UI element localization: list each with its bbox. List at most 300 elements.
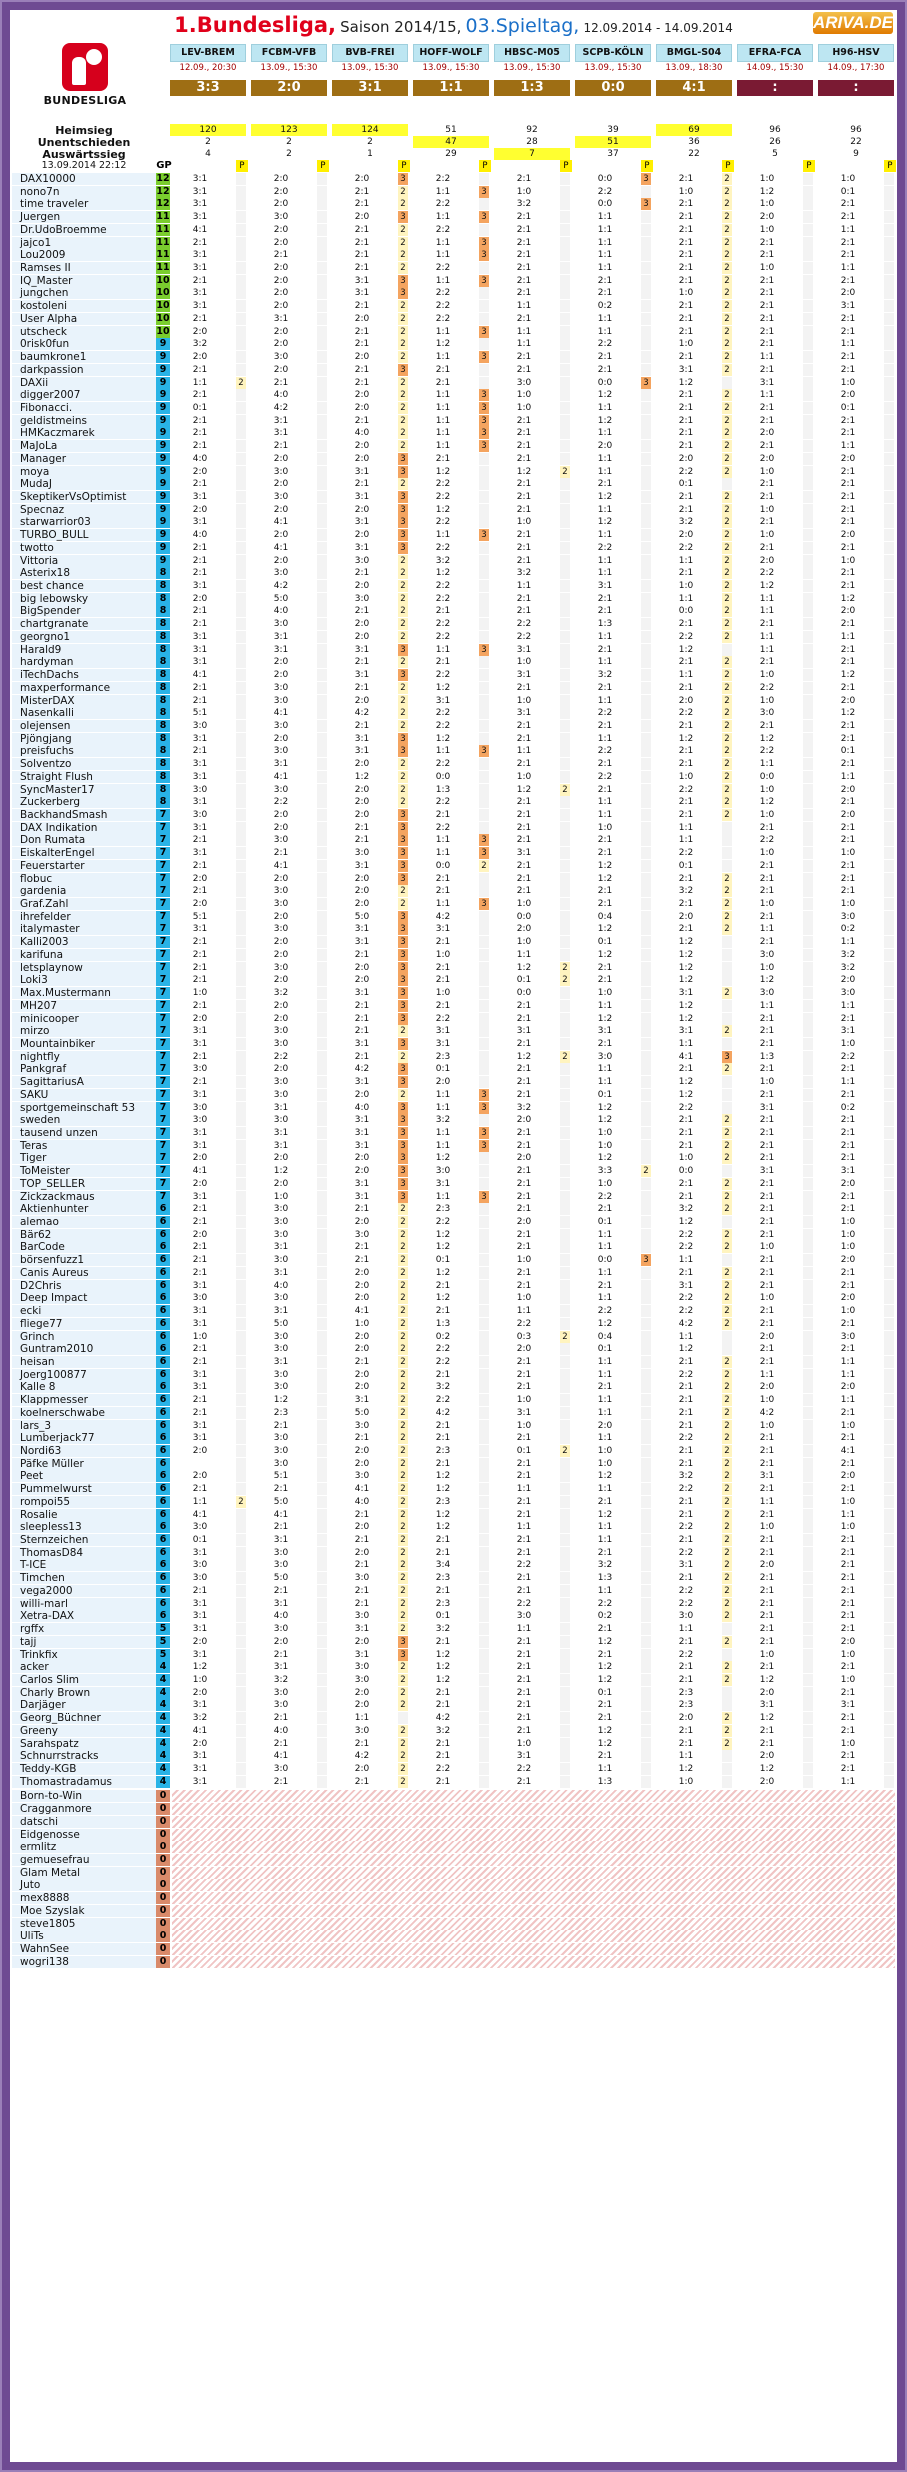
tip-cell: 0:0 (597, 377, 613, 388)
player-name[interactable]: acker (12, 1661, 156, 1673)
player-name[interactable]: Peet (12, 1470, 156, 1482)
player-name[interactable]: Straight Flush (12, 771, 156, 783)
player-name[interactable]: Asterix18 (12, 567, 156, 579)
player-name[interactable]: BarCode (12, 1241, 156, 1253)
tip-cell: 1:2 (435, 1471, 451, 1482)
player-name[interactable]: preisfuchs (12, 745, 156, 757)
player-name[interactable]: User Alpha (12, 313, 156, 325)
table-row (10, 1102, 897, 1114)
player-name[interactable]: WahnSee (12, 1943, 156, 1955)
tip-points (236, 771, 246, 783)
tip-cell: 3:0 (273, 899, 289, 910)
player-name[interactable]: 0risk0fun (12, 338, 156, 350)
player-name[interactable]: Carlos Slim (12, 1674, 156, 1686)
player-name[interactable]: maxperformance (12, 682, 156, 694)
match-header[interactable] (413, 44, 489, 74)
tip-cell: 5:1 (273, 1471, 289, 1482)
tip-cell: 3:1 (516, 1026, 532, 1037)
player-name[interactable]: DAXii (12, 377, 156, 389)
tip-cell: 2:1 (759, 657, 775, 668)
player-name[interactable]: lars_3 (12, 1420, 156, 1432)
tip-points (884, 796, 894, 808)
player-name[interactable]: Mountainbiker (12, 1038, 156, 1050)
player-name[interactable]: TURBO_BULL (12, 529, 156, 541)
tip-cell: 1:1 (597, 555, 613, 566)
points-header: P (803, 160, 815, 172)
tip-cell: 2:1 (597, 1204, 613, 1215)
tip-cell: 3:0 (354, 1420, 370, 1431)
tip-points: 2 (722, 1610, 732, 1622)
tip-cell: 3:0 (840, 988, 856, 999)
player-name[interactable]: Eidgenosse (12, 1829, 156, 1841)
tip-cell: 0:1 (678, 860, 694, 871)
tip-cell: 2:2 (435, 759, 451, 770)
player-name[interactable]: D2Chris (12, 1280, 156, 1292)
player-name[interactable]: Xetra-DAX (12, 1610, 156, 1622)
player-name[interactable]: steve1805 (12, 1918, 156, 1930)
tip-points (560, 427, 570, 439)
tip-points (803, 987, 813, 999)
player-name[interactable]: Pankgraf (12, 1063, 156, 1075)
match-name[interactable]: HBSC-M05 (494, 44, 570, 62)
player-name[interactable]: Sarahspatz (12, 1738, 156, 1750)
player-name[interactable]: ecki (12, 1305, 156, 1317)
player-name[interactable]: sleepless13 (12, 1521, 156, 1533)
player-name[interactable]: Lumberjack77 (12, 1432, 156, 1444)
player-name[interactable]: Timchen (12, 1572, 156, 1584)
player-name[interactable]: Kalle 8 (12, 1381, 156, 1393)
player-name[interactable]: mirzo (12, 1025, 156, 1037)
player-name[interactable]: ToMeister (12, 1165, 156, 1177)
tip-cell: 2:1 (597, 1624, 613, 1635)
tip-cell: 3:0 (273, 682, 289, 693)
tip-cell: 1:1 (759, 390, 775, 401)
tip-points (236, 618, 246, 630)
player-name[interactable]: koelnerschwabe (12, 1407, 156, 1419)
tip-points (479, 1432, 489, 1444)
player-name[interactable]: DAX10000 (12, 173, 156, 185)
player-points: 7 (156, 885, 170, 897)
player-name[interactable]: Nasenkalli (12, 707, 156, 719)
player-name[interactable]: HMKaczmarek (12, 427, 156, 439)
player-name[interactable]: rompoi55 (12, 1496, 156, 1508)
player-name[interactable]: Juto (12, 1879, 156, 1891)
tip-points (317, 1191, 327, 1203)
player-name[interactable]: Max.Mustermann (12, 987, 156, 999)
player-name[interactable]: MaJoLa (12, 440, 156, 452)
tip-cell: 2:1 (516, 886, 532, 897)
tip-points: 2 (398, 784, 408, 796)
match-header[interactable] (251, 44, 327, 74)
player-name[interactable]: darkpassion (12, 364, 156, 376)
player-name[interactable]: Fibonacci. (12, 402, 156, 414)
player-name[interactable]: Trinkfix (12, 1649, 156, 1661)
player-name[interactable]: gardenia (12, 885, 156, 897)
player-name[interactable]: Lou2009 (12, 249, 156, 261)
tip-count-home: 39 (607, 125, 619, 135)
tip-cell: 2:1 (678, 1267, 694, 1278)
tip-cell: 2:1 (759, 720, 775, 731)
player-name[interactable]: Zickzackmaus (12, 1191, 156, 1203)
player-name[interactable]: Loki3 (12, 974, 156, 986)
tip-points (641, 1496, 651, 1508)
player-name[interactable]: BackhandSmash (12, 809, 156, 821)
tip-cell: 3:2 (597, 1560, 613, 1571)
match-header[interactable] (737, 44, 813, 74)
tip-points: 3 (641, 377, 651, 389)
player-name[interactable]: georgno1 (12, 631, 156, 643)
player-points: 4 (156, 1687, 170, 1699)
table-row (10, 1725, 897, 1737)
tip-points (236, 631, 246, 643)
player-name[interactable]: Klappmesser (12, 1394, 156, 1406)
player-name[interactable]: kostoleni (12, 300, 156, 312)
player-name[interactable]: ThomasD84 (12, 1547, 156, 1559)
player-name[interactable]: best chance (12, 580, 156, 592)
player-name[interactable]: Greeny (12, 1725, 156, 1737)
player-name[interactable]: iTechDachs (12, 669, 156, 681)
player-name[interactable]: MudaJ (12, 478, 156, 490)
player-name[interactable]: SAKU (12, 1089, 156, 1101)
tip-cell: 2:1 (516, 1662, 532, 1673)
tip-cell: 2:2 (840, 1051, 856, 1062)
player-name[interactable]: karifuna (12, 949, 156, 961)
tip-points: 3 (398, 1636, 408, 1648)
player-name[interactable]: jajco1 (12, 237, 156, 249)
tip-cell: 2:1 (678, 1356, 694, 1367)
tip-cell: 1:1 (678, 835, 694, 846)
player-name[interactable]: flobuc (12, 873, 156, 885)
tip-cell: 2:1 (354, 339, 370, 350)
tip-points (560, 224, 570, 236)
tip-points (560, 1165, 570, 1177)
table-row (10, 364, 897, 376)
player-points: 0 (156, 1829, 170, 1841)
player-points: 6 (156, 1585, 170, 1597)
tip-cell: 2:1 (516, 275, 532, 286)
tip-points (884, 516, 894, 528)
tip-cell: 2:0 (354, 390, 370, 401)
player-name[interactable]: Specnaz (12, 504, 156, 516)
player-name[interactable]: Joerg100877 (12, 1369, 156, 1381)
tip-points (803, 631, 813, 643)
match-name[interactable]: EFRA-FCA (737, 44, 813, 62)
tip-cell: 3:1 (192, 1318, 208, 1329)
tip-cell: 2:1 (840, 644, 856, 655)
player-name[interactable]: datschi (12, 1816, 156, 1828)
points-header: P (317, 160, 329, 172)
player-name[interactable]: twotto (12, 542, 156, 554)
player-name[interactable]: Georg_Büchner (12, 1712, 156, 1724)
player-name[interactable]: börsenfuzz1 (12, 1254, 156, 1266)
player-name[interactable]: mex8888 (12, 1892, 156, 1904)
tip-cell: 3:0 (273, 746, 289, 757)
player-name[interactable]: vega2000 (12, 1585, 156, 1597)
player-name[interactable]: Tiger (12, 1152, 156, 1164)
tip-cell: 2:1 (192, 682, 208, 693)
match-header[interactable] (494, 44, 570, 74)
tip-points (236, 402, 246, 414)
tip-cell: 2:1 (516, 1013, 532, 1024)
tip-cell: 3:1 (192, 517, 208, 528)
player-name[interactable]: Kalli2003 (12, 936, 156, 948)
tip-cell: 1:2 (597, 924, 613, 935)
player-points: 0 (156, 1956, 170, 1968)
player-name[interactable]: MH207 (12, 1000, 156, 1012)
player-name[interactable]: geldistmeins (12, 415, 156, 427)
match-header[interactable] (332, 44, 408, 74)
player-points: 11 (156, 236, 170, 248)
player-name[interactable]: Deep Impact (12, 1292, 156, 1304)
match-header[interactable] (170, 44, 246, 74)
player-name[interactable]: Cragganmore (12, 1803, 156, 1815)
tip-cell: 3:1 (192, 1128, 208, 1138)
match-header[interactable] (656, 44, 732, 74)
player-name[interactable]: Thomastradamus (12, 1776, 156, 1788)
tip-cell: 2:1 (192, 1407, 208, 1418)
tip-points (560, 1229, 570, 1241)
player-name[interactable]: Harald9 (12, 644, 156, 656)
player-name[interactable]: starwarrior03 (12, 516, 156, 528)
tip-points (803, 1585, 813, 1597)
player-name[interactable]: DAX Indikation (12, 822, 156, 834)
tip-points (560, 1636, 570, 1648)
match-name[interactable]: HOFF-WOLF (413, 44, 489, 62)
player-name[interactable]: Pummelwurst (12, 1483, 156, 1495)
tip-points (317, 733, 327, 745)
player-name[interactable]: Päfke Müller (12, 1458, 156, 1470)
player-name[interactable]: Moe Szyslak (12, 1905, 156, 1917)
tip-cell: 2:2 (678, 1102, 694, 1113)
tip-cell: 2:1 (759, 301, 775, 312)
tip-cell: 2:0 (840, 530, 856, 541)
tip-cell: 2:1 (516, 1280, 532, 1291)
tip-cell: 4:1 (192, 1166, 208, 1177)
player-name[interactable]: big lebowsky (12, 593, 156, 605)
tip-cell: 2:1 (516, 810, 532, 820)
tip-points: 2 (722, 351, 732, 363)
player-name[interactable]: Solventzo (12, 758, 156, 770)
player-name[interactable]: minicooper (12, 1013, 156, 1025)
tip-points (317, 707, 327, 719)
player-name[interactable]: chartgranate (12, 618, 156, 630)
player-name[interactable]: Darjäger (12, 1699, 156, 1711)
table-row (10, 949, 897, 961)
tip-points: 3 (398, 211, 408, 223)
tip-cell: 2:0 (759, 453, 775, 464)
player-name[interactable]: Juergen (12, 211, 156, 223)
player-name[interactable]: jungchen (12, 287, 156, 299)
player-name[interactable]: hardyman (12, 656, 156, 668)
tip-points (560, 656, 570, 668)
ariva-logo[interactable]: ARIVA.DE (813, 13, 893, 32)
tip-cell: 3:0 (273, 1344, 289, 1355)
tip-points (884, 1699, 894, 1711)
tip-cell: 2:1 (840, 657, 856, 668)
player-name[interactable]: Manager (12, 453, 156, 465)
tip-cell: 2:2 (597, 771, 613, 782)
table-row (10, 402, 897, 414)
match-header[interactable] (818, 44, 894, 74)
match-name[interactable]: SCPB-KÖLN (575, 44, 651, 62)
match-name[interactable]: LEV-BREM (170, 44, 246, 62)
tip-points (722, 644, 732, 656)
player-name[interactable]: Feuerstarter (12, 860, 156, 872)
player-name[interactable]: Charly Brown (12, 1687, 156, 1699)
player-name[interactable]: Graf.Zahl (12, 898, 156, 910)
player-name[interactable]: alemao (12, 1216, 156, 1228)
tip-points: 2 (722, 1305, 732, 1317)
player-name[interactable]: baumkrone1 (12, 351, 156, 363)
tip-points: 2 (722, 1356, 732, 1368)
player-name[interactable]: SagittariusA (12, 1076, 156, 1088)
tip-cell: 4:0 (192, 530, 208, 541)
player-name[interactable]: tajj (12, 1636, 156, 1648)
player-name[interactable]: nono7n (12, 186, 156, 198)
player-name[interactable]: rgffx (12, 1623, 156, 1635)
tip-points (803, 1674, 813, 1686)
tip-points (236, 834, 246, 846)
tip-cell: 2:2 (435, 822, 451, 833)
tip-points (803, 351, 813, 363)
player-name[interactable]: fliege77 (12, 1318, 156, 1330)
tip-points (317, 796, 327, 808)
tip-cell: 2:1 (516, 313, 532, 324)
match-header[interactable] (575, 44, 651, 74)
tip-cell: 2:0 (354, 441, 370, 452)
tip-points (479, 1229, 489, 1241)
player-points: 7 (156, 911, 170, 923)
tip-points (236, 987, 246, 999)
tip-cell: 2:1 (759, 339, 775, 350)
player-name[interactable]: olejensen (12, 720, 156, 732)
tip-points (236, 1623, 246, 1635)
player-name[interactable]: letsplaynow (12, 962, 156, 974)
table-row (10, 1803, 897, 1815)
match-name[interactable]: BVB-FREI (332, 44, 408, 62)
player-name[interactable]: italymaster (12, 923, 156, 935)
player-name[interactable]: Guntram2010 (12, 1343, 156, 1355)
match-name[interactable]: H96-HSV (818, 44, 894, 62)
player-name[interactable]: IQ_Master (12, 275, 156, 287)
tip-cell: 2:1 (678, 1420, 694, 1431)
tip-points (236, 1725, 246, 1737)
tip-points: 2 (398, 1738, 408, 1750)
no-tips-hatch (172, 1854, 895, 1866)
player-points: 0 (156, 1803, 170, 1815)
player-name[interactable]: sweden (12, 1114, 156, 1126)
tip-points (317, 542, 327, 554)
player-name[interactable]: digger2007 (12, 389, 156, 401)
player-points: 6 (156, 1509, 170, 1521)
player-name[interactable]: tausend unzen (12, 1127, 156, 1139)
tip-points (641, 1470, 651, 1482)
player-name[interactable]: Dr.UdoBroemme (12, 224, 156, 236)
player-name[interactable]: gemuesefrau (12, 1854, 156, 1866)
player-name[interactable]: Teras (12, 1140, 156, 1152)
tip-cell: 2:1 (192, 886, 208, 897)
player-name[interactable]: wogri138 (12, 1956, 156, 1968)
player-name[interactable]: SkeptikerVsOptimist (12, 491, 156, 503)
table-row (10, 605, 897, 617)
player-name[interactable]: Rosalie (12, 1509, 156, 1521)
player-name[interactable]: Teddy-KGB (12, 1763, 156, 1775)
player-name[interactable]: willi-marl (12, 1598, 156, 1610)
player-name[interactable]: T-ICE (12, 1559, 156, 1571)
tip-cell: 1:1 (678, 593, 694, 604)
points-header: P (398, 160, 410, 172)
player-name[interactable]: Zuckerberg (12, 796, 156, 808)
tip-points: 2 (722, 249, 732, 261)
player-name[interactable]: ihrefelder (12, 911, 156, 923)
player-name[interactable]: TOP_SELLER (12, 1178, 156, 1190)
player-name[interactable]: Bär62 (12, 1229, 156, 1241)
table-row (10, 1305, 897, 1317)
tip-points (317, 923, 327, 935)
tip-points: 2 (722, 656, 732, 668)
table-row (10, 198, 897, 210)
match-name[interactable]: FCBM-VFB (251, 44, 327, 62)
player-name[interactable]: Don Rumata (12, 834, 156, 846)
match-name[interactable]: BMGL-S04 (656, 44, 732, 62)
player-name[interactable]: nightfly (12, 1051, 156, 1063)
player-name[interactable]: MisterDAX (12, 695, 156, 707)
match-time: 14.09., 15:30 (746, 63, 804, 73)
player-name[interactable]: Vittoria (12, 555, 156, 567)
player-name[interactable]: Aktienhunter (12, 1203, 156, 1215)
player-name[interactable]: heisan (12, 1356, 156, 1368)
player-name[interactable]: Born-to-Win (12, 1790, 156, 1802)
match-result: 0:0 (575, 80, 651, 96)
player-name[interactable]: time traveler (12, 198, 156, 210)
player-name[interactable]: Grinch (12, 1331, 156, 1343)
tip-cell: 0:1 (435, 1064, 451, 1075)
tip-cell: 1:1 (435, 402, 451, 413)
tip-cell: 2:0 (273, 364, 289, 375)
player-name[interactable]: Canis Aureus (12, 1267, 156, 1279)
tip-cell: 1:1 (678, 1331, 694, 1342)
player-name[interactable]: EiskalterEngel (12, 847, 156, 859)
player-name[interactable]: ermlitz (12, 1841, 156, 1853)
player-name[interactable]: Ramses II (12, 262, 156, 274)
player-name[interactable]: Nordi63 (12, 1445, 156, 1457)
tip-count-home: 123 (251, 124, 327, 136)
tip-cell: 3:1 (354, 1395, 370, 1406)
player-name[interactable]: Pjöngjang (12, 733, 156, 745)
player-name[interactable]: Sternzeichen (12, 1534, 156, 1546)
player-points: 9 (156, 415, 170, 427)
tip-cell: 2:2 (759, 682, 775, 693)
tip-points (317, 1661, 327, 1673)
tip-points (479, 618, 489, 630)
player-name[interactable]: Schnurrstracks (12, 1750, 156, 1762)
tip-cell: 1:2 (597, 1662, 613, 1673)
table-row (10, 923, 897, 935)
player-name[interactable]: SyncMaster17 (12, 784, 156, 796)
player-name[interactable]: utscheck (12, 326, 156, 338)
player-name[interactable]: moya (12, 466, 156, 478)
tip-cell: 2:1 (516, 1382, 532, 1393)
tip-points (560, 1674, 570, 1686)
player-name[interactable]: Glam Metal (12, 1867, 156, 1879)
tip-points (641, 695, 651, 707)
tip-points (560, 364, 570, 376)
player-name[interactable]: sportgemeinschaft 53 (12, 1102, 156, 1114)
player-points: 8 (156, 631, 170, 643)
player-name[interactable]: BigSpender (12, 605, 156, 617)
tip-cell: 2:1 (759, 1662, 775, 1673)
player-name[interactable]: UliTs (12, 1930, 156, 1942)
